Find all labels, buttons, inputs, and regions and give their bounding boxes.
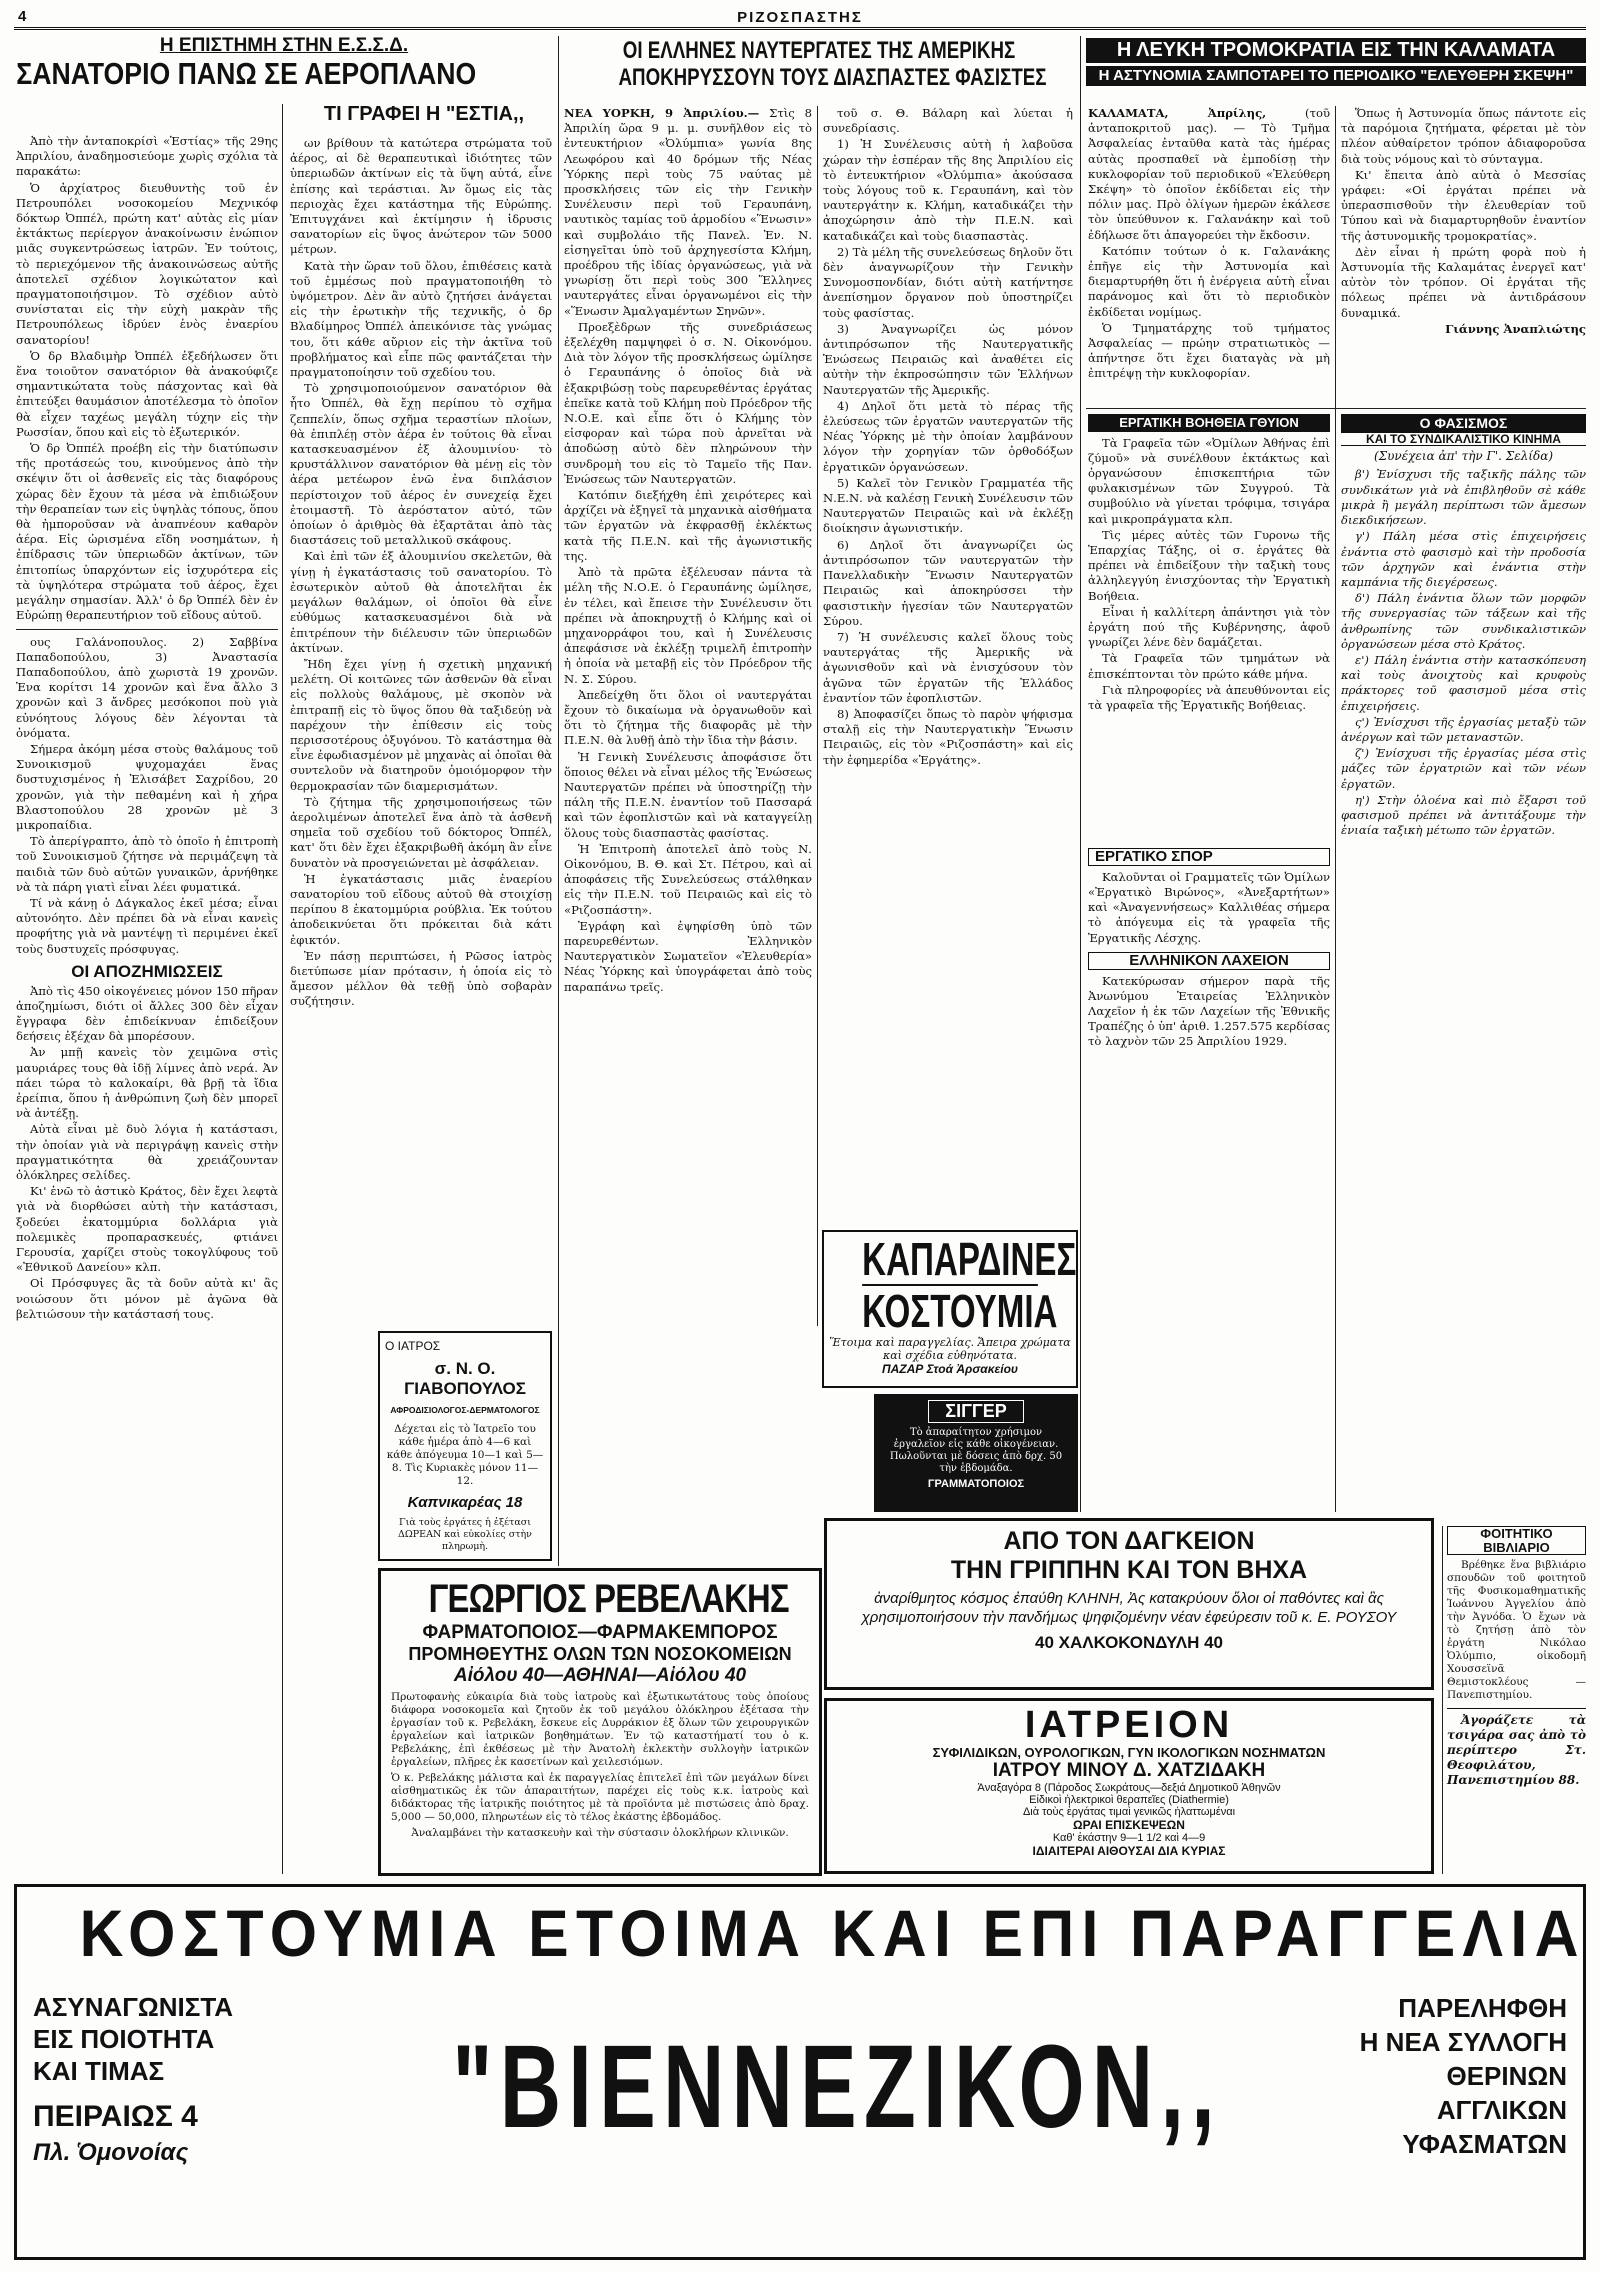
paragraph: ζ') Ἐνίσχυσι τῆς ἐργασίας μέσα στὶς μάζες τῶν ἐργατριῶν καὶ τῶν νέων ἐργατῶν.	[1341, 746, 1586, 791]
ad-doctor-hours: Δέχεται εἰς τὸ Ἰατρεῖο του κάθε ἡμέρα ἀπὸ 4—6 καὶ κάθε ἀπόγευμα 10—1 καὶ 5—8. Τὶς Κυριακὲς μόνον 11—12.	[386, 1423, 544, 1487]
ad-iatreion	[824, 1698, 1434, 1874]
ad-brand: "ΒΙΕΝΝΕΖΙΚΟΝ,,	[452, 2021, 1222, 2153]
paragraph: Κι' ἔπειτα ἀπὸ αὐτὰ ὁ Μεσσίας γράφει: «Οἱ ἐργάται πρέπει νὰ ὑπερασπισθοῦν τὴν ἐλευθερίαν τοῦ Τύπου καὶ νὰ διαμαρτυρηθοῦν ἐναντίον τῆς ἀστυνομικῆς τρομοκρατίας».	[1341, 167, 1586, 243]
paragraph: Τί νὰ κάνῃ ὁ Δάγκαλος ἐκεῖ μέσα; εἶναι αὐτονόητο. Δὲν πρέπει δὰ νὰ εἶναι κανεὶς προφήτης γιὰ νὰ μαντέψῃ τὶ περιμένει ἐκεῖ τοὺς δυστυχεῖς πρόσφυγας.	[16, 895, 278, 956]
paragraph: 3) Ἀναγνωρίζει ὡς μόνον ἀντιπρόσωπον τῆς Ναυτεργατικῆς Ἑνώσεως Πειραιῶς καὶ ἀναθέτει εἰς αὐτὴν τὴν ἐκπροσώπησιν τῶν Ἑλλήνων Ναυτεργατῶν τῆς Ἀμερικῆς.	[823, 321, 1073, 397]
paragraph: Καὶ ἐπὶ τῶν ἐξ ἀλουμινίου σκελετῶν, θὰ γίνῃ ἡ ἐγκατάστασις τοῦ σανατορίου. Τὸ ἐσωτερικὸν αὐτοῦ θὰ ἀποτελῆται ἐκ μεγάλων θαλάμων, οἱ ὁποῖοι θὰ εἶνε εὐθύμως κατασκευασμένοι διὰ νὰ ἐπιτρέπουν τὴν διέλευσιν τῶν ὑπεριωδῶν ἀκτίνων.	[290, 549, 552, 655]
paragraph: Ἀπὸ τὴν ἀνταποκρίσὶ «Ἑστίας» τῆς 29ης Ἀπριλίου, ἀναδημοσιεύομε χωρὶς σχόλια τὰ παρακάτω:	[16, 134, 278, 179]
column-6a-text	[1341, 414, 1586, 1444]
ad-right-2: Η ΝΕΑ ΣΥΛΛΟΓΗ	[1359, 2027, 1567, 2057]
paragraph: Αὐτὰ εἶναι μὲ δυὸ λόγια ἡ κατάστασι, τὴν ὁποίαν γιὰ νὰ περιγράψῃ κανεὶς στὴν πραγματικότητα θὰ χρειάζουνταν ὁλόκληρες σελίδες.	[16, 1122, 278, 1183]
masthead	[14, 8, 1586, 30]
student-booklet	[1442, 1526, 1586, 1874]
article-headline: Η ΛΕΥΚΗ ΤΡΟΜΟΚΡΑΤΙΑ ΕΙΣ ΤΗΝ ΚΑΛΑΜΑΤΑ	[1086, 38, 1586, 63]
article-kalamata	[1086, 38, 1586, 104]
section-heading: ΦΟΙΤΗΤΙΚΟ ΒΙΒΛΙΑΡΙΟ	[1447, 1526, 1586, 1555]
ad-right-4: ΑΓΓΛΙΚΩΝ	[1436, 2095, 1567, 2125]
ad-iatreion-title: ΙΑΤΡΕΙΟΝ	[1024, 1704, 1234, 1746]
paragraph: ς') Ἐνίσχυσι τῆς ἐργασίας μεταξὺ τῶν ἀνέργων καὶ τῶν μεταναστῶν.	[1341, 714, 1586, 744]
paragraph: η') Στὴν ὁλοένα καὶ πιὸ ἔξαρσι τοῦ φασισμοῦ πρέπει νὰ ἀντιτάξουμε τὴν ἑνιαία ταξικὴ μέτωπο τῶν ἐργατῶν.	[1341, 792, 1586, 838]
page-number: 4	[18, 8, 27, 25]
ad-doctor-address: Καπνικαρέας 18	[407, 1494, 523, 1511]
paragraph: Ἀπὸ τὰ πρῶτα ἐξέλευσαν πάντα τὰ μέλη τῆς Ν.Ο.Ε. ὁ Γεραυπάνης ὡμίλησε, ἐν τέλει, καὶ ἔπεισε τὴν Συνέλευσιν ὅτι πρέπει νὰ ἀποκηρυχτῇ ὁ Κλήμης καὶ οἱ μηχανορράφοι του, καὶ ἡ Συνέλευσις ἀπεφάσισε νὰ ἐκλέξῃ τριμελῆ ἐπιτροπὴν ἡ ὁποία νὰ μεταβῇ εἰς τὸν Πρόεδρον τῆς Ν. Σ. Σύρου.	[564, 565, 812, 686]
column-2-text	[290, 136, 552, 1326]
ad-doctor-note: Γιὰ τοὺς ἐργάτες ἡ ἐξέτασι ΔΩΡΕΑΝ καὶ εὐκολίες στὴν πληρωμὴ.	[398, 1517, 532, 1552]
paragraph: Ἡ Ἐπιτροπὴ ἀποτελεῖ ἀπὸ τοὺς Ν. Οἰκονόμου, Β. Θ. καὶ Στ. Πέτρου, καὶ αἱ ἀποφάσεις τῆς Συνελεύσεως στάλθηκαν εἰς τὴν Π.Ε.Ν. τοῦ Πειραιῶς καὶ εἰς τὸ «Ριζοσπάστη».	[564, 841, 812, 917]
ad-left-5: Πλ. Ὁμονοίας	[33, 2139, 189, 2166]
ad-revelakis	[378, 1568, 822, 1876]
signature: Γιάννης Ἀναπλιώτης	[1445, 321, 1586, 336]
ad-right-3: ΘΕΡΙΝΩΝ	[1446, 2061, 1567, 2091]
paragraph: Ὅπως ἡ Ἀστυνομία ὅπως πάντοτε εἰς τὰ παρόμοια ζητήματα, φέρεται μὲ τὸν πλέον αὐθαίρετον τρόπον ἀδιαφοροῦσα διὰ τοὺς νόμους καὶ τὸ σύνταγμα.	[1341, 106, 1586, 166]
paragraph: Τὸ ζήτημα τῆς χρησιμοποιήσεως τῶν ἀερολιμένων ἀποτελεῖ ἕνα ἀπὸ τὰ ἀσθενῆ σημεῖα τοῦ σχεδίου τοῦ δόκτορος Ὀππέλ, κατ' ὅτι δὲν ἔχει ἐξακριβωθῆ ἀκόμη ἂν εἶνε δυνατὸν νὰ προσγειώνεται μὲ ἀσφάλειαν.	[290, 794, 552, 870]
dateline: ΚΑΛΑΜΑΤΑ, Ἀπρίλης,	[1088, 106, 1267, 120]
ad-iatreion-line1: ΣΥΦΙΛΙΔΙΚΩΝ, ΟΥΡΟΛΟΓΙΚΩΝ, ΓΥΝ ΙΚΟΛΟΓΙΚΩΝ ΝΟΣΗΜΑΤΩΝ	[932, 1745, 1326, 1760]
paragraph: Τὰ Γραφεῖα τῶν τμημάτων νὰ ἐπισκέπτονται τὸν πρώτο κάθε μήνα.	[1088, 651, 1330, 681]
ad-left-2: ΕΙΣ ΠΟΙΟΤΗΤΑ	[33, 2024, 215, 2054]
section-heading: ΕΡΓΑΤΙΚΗ ΒΟΗΘΕΙΑ ΓΘΥΙΟΝ	[1088, 414, 1330, 432]
paragraph: Ἀπὸ τὶς 450 οἰκογένειες μόνον 150 πῆραν ἀποζημίωσι, διότι οἱ ἄλλες 300 δὲν εἶχαν ἔγγραφα δὲν ἐπιδείκνυαν ἐπιδείξουν δεήσεις ἐξέχαν δὰ μπορέσουν.	[16, 983, 278, 1044]
column-5-text	[1088, 106, 1330, 406]
article-seamen	[562, 38, 1076, 108]
paragraph: 5) Καλεῖ τὸν Γενικὸν Γραμματέα τῆς Ν.Ε.Ν. νὰ καλέσῃ Γενικὴ Συνέλευσιν τῶν Ναυτεργατῶν Πειραιῶς καὶ νὰ ἐκλέξῃ διοίκησιν ἀγωνιστικήν.	[823, 475, 1073, 536]
ad-iatreion-line5: Διὰ τοὺς ἐργάτας τιμαὶ γενικῶς ἠλαττωμέναι	[1022, 1806, 1236, 1818]
ad-revelakis-body3: Ἀναλαμβάνει τὴν κατασκευὴν καὶ τὴν σύστασιν ὁλοκλήρων κλινικῶν.	[411, 1827, 789, 1839]
paragraph: Προεξὲδρων τῆς συνεδριάσεως ἐξελέχθη παμψηφεὶ ὁ σ. Ν. Οἰκονόμου. Διὰ τὸν λόγον τῆς προσκλήσεως ὡμίλησε ὁ Γεραυπάνης ὁ ὁποῖος διὰ νὰ ἐξακριβώσῃ τοὺς παρευρεθέντας ἐργάτας ἐπεῖκε κατὰ τοῦ Κλήμη ποὺ Πρόεδρον τῆς Ν.Ο.Ε. καὶ εἶπε ὅτι ὁ Κλήμης τὸν εἰσφοραν καὶ τώρα ποὺ ἀρνεῖται νὰ ἀποδώσῃ αὐτὸ δὲν πληρώνουν τὴν συνδρομὴ του εἰς τὸ Ταμεῖο τῆς Παν. Ἐνώσεως τῶν Ναυτεργατῶν.	[564, 319, 812, 486]
section-heading: Ο ΦΑΣΙΣΜΟΣ	[1341, 414, 1586, 433]
paragraph: Τὸ χρησιμοποιούμενον σανατόριον θὰ ἦτο Ὀππέλ, θὰ ἔχῃ περίπου τὸ σχῆμα ζεππελίν, ὅπως σχῆμα τεραστίων πλοίων, θὰ ἐπιπλέῃ στὸν ἀέρα ἐν τούτοις θὰ εἶναι κατασκευασμένον ἐξ ἀλουμινίου· τὸ κρυστάλλινον σανατόριον θὰ μένῃ εἰς τὸν ἀέρα μετέωρον ἐνῶ ἐνα διπλάσιον περίστοιχον τοῦ ἀέρος ἐν συνεχείᾳ ἔχει ἐτοιμαστῆ. Τὸ ἀερόστατον αὐτό, τῶν ὁποίων ὁ ἀριθμὸς θὰ ἐξαρτᾶται ἀπὸ τὰς διαστάσεις τοῦ μεταλλικοῦ σκάφους.	[290, 381, 552, 548]
column-5b-text	[1088, 848, 1330, 1228]
ad-sigger	[874, 1394, 1078, 1512]
paragraph: ε') Πάλη ἐνάντια στὴν κατασκόπευση καὶ τοὺς ἀνοιχτοὺς καὶ κρυφοὺς πράκτορες τοῦ φασισμοῦ μέσα στὶς ἐπιχειρήσεις.	[1341, 652, 1586, 713]
paragraph: γ') Πάλη μέσα στὶς ἐπιχειρήσεις ἐνάντια στὸ φασισμὸ καὶ τὴν προδοσία τῶν ἀρχηγῶν καὶ ἐνάντια στὴν καμπάνια τῆς διεγέρσεως.	[1341, 529, 1586, 589]
ad-flu-body: ἀναρίθμητος κόσμος ἐπαύθη ΚΛΗΝΗ, Ἀς κατακρύουν ὅλοι οἱ παθόντες καὶ ἃς χρησιμοποιήσουν τὴν πανδήμως ψηφιζομένην νέαν ἐφεύρεσιν τοῦ κ. Ε. ΡΟΥΣΟΥ	[861, 1590, 1397, 1626]
paragraph: Ἤδη ἔχει γίνῃ ἡ σχετικὴ μηχανική μελέτη. Οἱ κοιτῶνες τῶν ἀσθενῶν θὰ εἶναι εἰς πολλοὺς θαλάμους, μὲ σκοπὸν νὰ ἐπιτραπῇ εἰς τὸ ὕψος ὅπου θὰ ταξιδεύῃ νὰ παρέχουν τὴν ἐπίθεσιν εἰς τοὺς περισσοτέρους ὀξυγόνου. Τὸ κατάστημα θὰ εἶνε ἐφωδιασμένον μὲ μηχανὰς αἱ ὁποῖαι θὰ συντελοῦν νὰ διατηροῦν ὁμοιόμορφον τὴν θερμοκρασίαν τῶν διαμερισμάτων.	[290, 656, 552, 793]
paragraph: Βρέθηκε ἕνα βιβλιάριο σπουδῶν τοῦ φοιτητοῦ τῆς Φυσικομαθηματικῆς Ἰωάννου Ἀγγελίου ἀπὸ τὴν Ἀγνόδα. Ὁ ἔχων νὰ τὸ ζητήσῃ ἀπὸ τὸν ἐργάτη Νικόλαο Ὀλύμπιο, οἰκοδομῆ Χουσσεϊνᾶ Θεμιστοκλέους — Πανεπιστημίου.	[1447, 1559, 1586, 1702]
ad-iatreion-line4: Εἰδικοὶ ἠλεκτρικοὶ θεραπεῖες (Diathermie)	[1029, 1794, 1229, 1806]
paragraph: Εἶναι ἡ καλλίτερη ἀπάντησι γιὰ τὸν ἐργάτη πού τῆς Κυβέρνησης, ἀφοῦ γνωρίζει λένε δὲν δαμάζεται.	[1088, 604, 1330, 650]
ad-right-1: ΠΑΡΕΛΗΦΘΗ	[1398, 1993, 1567, 2023]
ad-revelakis-line1: ΦΑΡΜΑΤΟΠΟΙΟΣ—ΦΑΡΜΑΚΕΜΠΟΡΟΣ	[422, 1622, 778, 1643]
article-subhead-box	[294, 104, 554, 134]
ad-iatreion-line7: Καθ' ἑκάστην 9—1 1/2 καὶ 4—9	[1052, 1832, 1206, 1844]
paragraph: 1) Ἡ Συνέλευσις αὐτὴ ἡ λαβοῦσα χώραν τὴν ἑσπέραν τῆς 8ης Ἀπριλίου εἰς τὸ ἐντευκτήριον «Ὀλύμπια» ἀκούσασα τοὺς λόγους τοῦ κ. Γεραυπάνη, καὶ τὸν ναυτεργάτην κ. Κλήμη, καταδικάζει τὴν ἀποχώρησιν ἀπὸ τὴν Π.Ε.Ν. καὶ καταδικάζει καὶ τοὺς διασπαστὰς.	[823, 137, 1073, 243]
column-3-text	[564, 106, 812, 1326]
paragraph: Σήμερα ἀκόμη μέσα στοὺς θαλάμους τοῦ Συνοικισμοῦ ψυχομαχάει ἕνας δυστυχισμένος ἡ Ἐλισάβετ Σαχρίδου, 20 χρονῶν, γιὰ τὴν πεθαμένη καὶ ἡ χήρα Βλαστοπούλου 28 χρονῶν μὲ 3 μικροπαίδια.	[16, 741, 278, 832]
ad-doctor-title: Ο ΙΑΤΡΟΣ	[385, 1339, 441, 1353]
ad-flu-address: 40 ΧΑΛΚΟΚΟΝΔΥΛΗ 40	[1034, 1633, 1224, 1652]
section-heading-2: ΕΛΛΗΝΙΚΟΝ ΛΑΧΕΙΟΝ	[1088, 952, 1330, 970]
paragraph: Στὶς 8 Ἀπριλίη ὥρα 9 μ. μ. συνῆλθον εἰς τὸ ἐντευκτήριον «Ὀλύμπια» γωνία 8ης Λεωφόρου καὶ 40 δρόμων τῆς Νέας Ὑόρκης περὶ τοὺς 75 ναύτας μὲ προσκλήσεις τῶν εἰς τὴν Γενικὴν Συνέλευσιν περὶ τοῦ Γεραυπάνη, ναυτικὸς ταμίας τοῦ ἀρμοδίου «Ἕνωσιν» καὶ συμβολάιο τῆς Πανελ. Ἐν. Ν. εἰσηγεῖται ὑπὸ τοῦ ἀρχηγεσίστα Κλήμη, προέδρου τῆς ἰδίας ὀργανώσεως, γιὰ νὰ γνωρίσῃ ὅτι περὶ τοὺς 300 Ἕλληνες ναυτεργάτες εἶναι ὀργανωμένοι εἰς τὴν «Ἕνωσιν Ἀμαλγαμέντων Σηνῶν».	[564, 106, 812, 318]
paragraph: Κατεκύρωσαν σήμερον παρὰ τῆς Ἀνωνύμου Ἑταιρείας Ἑλληνικὸν Λαχεῖον ἡ ἐκ τῶν Λαχείων τῆς Ἐθνικῆς Τραπέζης ὁ ὑπ' ἀριθ. 1.257.575 κερδίσας τὸ λαχνὸν τῶν 25 Ἀπριλίου 1929.	[1088, 973, 1330, 1049]
paragraph: Δὲν εἶναι ἡ πρώτη φορὰ ποὺ ἡ Ἀστυνομία τῆς Καλαμάτας ἐνεργεῖ κατ' αὐτὸν τὸν τρόπον. Οἱ ἐργάται τῆς πόλεως πρέπει νὰ ἀντιδράσουν δυναμικά.	[1341, 244, 1586, 320]
paragraph: Τὶς μέρες αὐτὲς τῶν Γυρονω τῆς Ἐπαρχίας Τάξης, οἱ σ. ἐργάτες θὰ πρέπει νὰ ἐπιδείξουν τὴν ταξικὴ τους ἀλληλεγγύη ἐνισχύοντας τὴν Ἐργατικὴ Βοήθεια.	[1088, 527, 1330, 603]
ad-revelakis-line2: ΠΡΟΜΗΘΕΥΤΗΣ ΟΛΩΝ ΤΩΝ ΝΟΣΟΚΟΜΕΙΩΝ	[408, 1644, 792, 1664]
paragraph: Κι' ἐνῶ τὸ ἀστικὸ Κράτος, δὲν ἔχει λεφτὰ γιὰ νὰ διορθώσει αὐτὴ τὴν κατάστασι, ξοδεύει ἑκατομμύρια δολλάρια γιὰ πολεμικὲς προπαρασκευές, φτιάνει Γερουσία, χαρίζει στοὺς τοκογλύφους τοῦ «Ἐθνικοῦ Δανείου» κλπ.	[16, 1184, 278, 1275]
ad-kapardines	[822, 1230, 1078, 1388]
ad-revelakis-body2: Ὁ κ. Ρεβελάκης μάλιστα καὶ ἐκ παραγγελίας ἐπιτελεῖ ἐπὶ τῶν μεγάλων δίνει αἰσθηματικῶς ἐκ τῶν ἀπαραιτήτων, παρέχει εἰς τοὺς κ.κ. ἰατροὺς καὶ διδάκτορας τῆς ἰατρικῆς ποιότητος μὲ τὰ προϊόντα μὲ πιστώσεις ἀπὸ δραχ. 5,000 — 50,000, πληρωτέων εἰς τὸ τέλος ἑκάστης ἐβδομάδος.	[391, 1772, 809, 1823]
paragraph: Γιὰ πληροφορίες νὰ ἀπευθύνονται εἰς τὰ γραφεῖα τῆς Ἐργατικῆς Βοήθειας.	[1088, 682, 1330, 713]
ad-flu	[824, 1518, 1434, 1690]
dateline: ΝΕΑ ΥΟΡΚΗ, 9 Ἀπριλίου.—	[564, 106, 760, 120]
article-kicker: Η ΕΠΙΣΤΗΜΗ ΣΤΗΝ Ε.Σ.Σ.Δ.	[159, 36, 409, 56]
article-subhead: ΤΙ ΓΡΑΦΕΙ Η "ΕΣΤΙΑ,,	[323, 104, 525, 125]
paragraph: Οἱ Πρόσφυγες ἂς τὰ δοῦν αὐτὰ κι' ἂς νοιώσουν ὅτι μόνον μὲ ἀγῶνα θὰ βελτιώσουν τὴν κατάστασή τους.	[16, 1276, 278, 1321]
paragraph: (τοῦ ἀνταποκριτοῦ μας). — Τὸ Τμῆμα Ἀσφαλείας ἐνταῦθα κατὰ τὰς ἡμέρας αὐτὰς προσπαθεῖ νὰ ἐμποδίσῃ τὴν κυκλοφορίαν τοῦ περιοδικοῦ «Ἐλεύθερη Σκέψη» τὸ ὁποῖον ἐκδίδεται εἰς τὴν πόλιν μας. Πρὸ ὀλίγων ἡμερῶν ἐκάλεσε τὸν ὑπεύθυνον κ. Γαλανάκην καὶ τοῦ ἐδήλωσε ὅτι ἀπαγορεύει τὴν ἔκδοσιν.	[1088, 106, 1330, 242]
paragraph: Κατόπιν διεξήχθη ἐπὶ χειρότερες καὶ ἀρχίζει νὰ ἐξηγεῖ τὰ μηχανικὰ αἰσθήματα τῶν ἐργατῶν νὰ ἐκφρασθῇ ἐκλέκτως κατὰ τῆς Π.Ε.Ν. καὶ τῆς ἀγωνιστικῆς της.	[564, 488, 812, 563]
newspaper-page	[14, 8, 1586, 2264]
paragraph: Ὁ δρ Βλαδιμὴρ Ὀππέλ ἐξεδήλωσεν ὅτι ἕνα τοιοῦτον σανατόριον θὰ ἀνακούφιζε σημαντικώτατα τοὺς πάσχοντας καὶ θὰ ἐπιτεύξει θαυμάσιον ἀποτέλεσμα τὸ ὁποῖον θὰ εἶχεν ταχέως μεγάλη τύχην εἰς τὴν Ρωσσίαν, ὅπου καὶ εἰς τὸ ἐξωτερικόν.	[16, 348, 278, 439]
ad-sigger-text: Τὸ ἀπαραίτητον χρήσιμον ἐργαλεῖον εἰς κάθε οἰκογένειαν. Πωλοῦνται μὲ δόσεις ἀπὸ δρχ. 50 τὴν ἑβδομάδα.	[889, 1427, 1063, 1474]
paragraph: Καλοῦνται οἱ Γραμματεῖς τῶν Ὀμίλων «Ἐργατικὸ Βιρώνος», «Ἀνεξαρτήτων» καὶ «Ἀναγεννήσεως» Καλλιθέας σήμερα τὸ ἀπόγευμα εἰς τὰ γραφεῖα τῆς Ἐργατικῆς Λέσχης.	[1088, 869, 1330, 945]
paragraph: Κατόπιν τούτων ὁ κ. Γαλανάκης ἐπῆγε εἰς τὴν Ἀστυνομία καὶ διεμαρτυρήθη ὅτι ἡ ἐνέργεια αὐτὴ εἶναι παράνομος καὶ ὅτι τὸ περιοδικὸν ἐκδίδεται νομίμως.	[1088, 243, 1330, 319]
paragraph: Ἀν μπῇ κανεὶς τὸν χειμῶνα στὶς μαυριάρες τους θὰ ἰδῇ λίμνες ἀπὸ νερά. Ἀν πάει τώρα τὸ καλοκαίρι, θὰ βρῇ τὰ ἴδια ἐρείπια, ὅπου ἡ ἀνθρώπινη ζωὴ δὲν μπορεῖ νὰ ἀντέξῃ.	[16, 1045, 278, 1121]
column-5a-text	[1088, 414, 1330, 844]
paragraph: Ἀπεδείχθη ὅτι ὅλοι οἱ ναυτεργάται ἔχουν τὸ δικαίωμα νὰ ὀργανωθοῦν καὶ ὅτι τὸ ζήτημα τῆς διαφορᾶς μὲ τὴν Π.Ε.Ν. θὰ λυθῇ ἀπὸ τὴν ἴδια τὴν βάσιν.	[564, 687, 812, 748]
column-6-text	[1341, 106, 1586, 406]
ad-right-5: ΥΦΑΣΜΑΤΩΝ	[1402, 2129, 1567, 2159]
paragraph: Τὸ ἀπερίγραπτο, ἀπὸ τὸ ὁποῖο ἡ ἐπιτροπὴ τοῦ Συνοικισμοῦ ζήτησε νὰ περιμάζεψη τὰ παιδιὰ τῶν δυὸ αὐτῶν γυναικῶν, ἀρνήθηκε νὰ τὰ πάρη γιατὶ εἶναι λέει φυματικά.	[16, 834, 278, 894]
ad-iatreion-line8: ΙΔΙΑΙΤΕΡΑΙ ΑΙΘΟΥΣΑΙ ΔΙΑ ΚΥΡΙΑΣ	[1032, 1844, 1226, 1858]
ad-iatreion-line6: ΩΡΑΙ ΕΠΙΣΚΕΨΕΩΝ	[1073, 1818, 1185, 1832]
paragraph: 7) Ἡ συνέλευσις καλεῖ ὅλους τοὺς ναυτεργάτας τῆς Ἀμερικῆς νὰ ἀγωνισθοῦν καὶ νὰ ἐνισχύσουν τὸν ἀγῶνα τῶν ἐργατῶν τῆς Ἑλλάδος ἐναντίον τῶν ἐφοπλιστῶν.	[823, 629, 1073, 705]
paragraph: 2) Τὰ μέλη τῆς συνελεύσεως δηλοῦν ὅτι δὲν ἀναγνωρίζουν τὴν Γενικὴν Συνομοσπονδίαν, διότι αὐτὴ κατήντησε ἀνεπίσημον ὄργανον ποὺ ὑποστηρίζει τοὺς φασίστας.	[823, 244, 1073, 320]
ad-flu-line2: ΤΗΝ ΓΡΙΠΠΗΝ ΚΑΙ ΤΟΝ ΒΗΧΑ	[950, 1556, 1308, 1584]
paragraph: 8) Ἀποφασίζει ὅπως τὸ παρὸν ψήφισμα σταλῇ εἰς τὴν Ναυτεργατικὴν Ἕνωσιν Πειραιῶς, εἰς τὸν «Ριζοσπάστη» καὶ εἰς τὴν ἐφημερίδα «Ἐργάτης».	[823, 706, 1073, 767]
paragraph: Ἐν πάσῃ περιπτώσει, ἡ Ρῶσος ἰατρὸς διετύπωσε μίαν πρότασιν, ἡ ὁποία εἰς τὸ ἄμεσον μέλλον θὰ τεθῇ ὑπὸ σοβαρὰν συζήτησιν.	[290, 948, 552, 1009]
paragraph: Ὁ ἀρχίατρος διευθυντὴς τοῦ ἐν Πετρουπόλει νοσοκομείου Μεχνικόφ δόκτωρ Ὀππέλ, πρώτη κατ' αὐτὰς εἰς μίαν ἐκτάκτως περίεργον ἀνακοίνωσιν ἐνώπιον μιᾶς συγκεντρώσεως ἰατρῶν. Ἐν τούτοις, τὸ περιεχόμενον τῆς ἀνακοινώσεως αὐτῆς ἀποτελεῖ σχέδιον λογικώτατον καὶ πραγματοποιήσιμον. Τὸ σχέδιον αὐτὸ συνίσταται εἰς τὴν εὐχὴ μακρὰν τῆς Πετρουπόλεως ἱδρύεν ἑνὸς ἐναερίου σανατορίου!	[16, 180, 278, 347]
ad-doctor-spec: ΑΦΡΟΔΙΣΙΟΛΟΓΟΣ-ΔΕΡΜΑΤΟΛΟΓΟΣ	[390, 1405, 540, 1415]
paragraph: β') Ἐνίσχυσι τῆς ταξικῆς πάλης τῶν συνδικάτων γιὰ νὰ ἐπιβληθοῦν σὲ κάθε μικρὰ ἢ μεγάλη περίπτωσι τῶν ἄμεσων διεκδικήσεων.	[1341, 467, 1586, 528]
ad-revelakis-address: Αἰόλου 40—ΑΘΗΝΑΙ—Αἰόλου 40	[453, 1665, 747, 1686]
paper-name: ΡΙΖΟΣΠΑΣΤΗΣ	[737, 9, 863, 26]
article-headline-2: Η ΑΣΤΥΝΟΜΙΑ ΣΑΜΠΟΤΑΡΕΙ ΤΟ ΠΕΡΙΟΔΙΚΟ "ΕΛΕΥΘΕΡΗ ΣΚΕΨΗ"	[1086, 66, 1586, 86]
article-headline-2: ΑΠΟΚΗΡΥΣΣΟΥΝ ΤΟΥΣ ΔΙΑΣΠΑΣΤΕΣ ΦΑΣΙΣΤΕΣ	[618, 64, 1047, 92]
column-4-text	[823, 106, 1073, 1226]
ad-kapardines-shop: ΠΑΖΑΡ Στοά Ἀρσακείου	[881, 1362, 1019, 1376]
paragraph: Ἡ Γενικὴ Συνέλευσις ἀποφάσισε ὅτι ὅποιος θέλει νὰ εἶναι μέλος τῆς Ἑνώσεως Ναυτεργατῶν πρέπει νὰ ὑποστηρίζῃ τὴν πάλη τῆς Π.Ε.Ν. ἐναντίον τοῦ Πασσαρά καὶ τῶν ἐφοπλιστῶν καὶ νὰ καταγγείλῃ ὅλους τοὺς διασπαστὰς φασίστας.	[564, 749, 812, 840]
ad-iatreion-doctor: ΙΑΤΡΟΥ ΜΙΝΟΥ Δ. ΧΑΤΖΙΔΑΚΗ	[992, 1760, 1266, 1781]
ad-left-3: ΚΑΙ ΤΙΜΑΣ	[33, 2056, 165, 2086]
paragraph: Ὁ Τμηματάρχης τοῦ τμήματος Ἀσφαλείας — πρώην στρατιωτικὸς — ἀπήντησε ὅτι ἔχει διαταγὰς νὰ μὴ ἐπιτρέψῃ τὴν κυκλοφορίαν.	[1088, 320, 1330, 381]
paragraph: ους Γαλάνοπουλος. 2) Σαββίνα Παπαδοπούλου, 3) Ἀναστασία Παπαδοπούλου, ἀπὸ χωριστὰ 19 χρονῶν. Ἐνα κορίτσι 14 χρονῶν καὶ ἕνα ἄλλο 3 χρονῶν καὶ 3 ἄνδρες μεσόκοποι ποὺ γιὰ εὐνόητους λόγους δὲν λέγονται τὰ ὀνόματα.	[16, 634, 278, 740]
ad-doctor-name: σ. Ν. Ο. ΓΙΑΒΟΠΟΥΛΟΣ	[404, 1359, 526, 1398]
ad-kapardines-tagline: Ἕτοιμα καὶ παραγγελίας. Ἄπειρα χρώματα καὶ σχέδια εὐθηνότατα.	[829, 1336, 1071, 1362]
column-1-text	[16, 134, 278, 1874]
ad-iatreion-line3: Ἀναξαγόρα 8 (Πάροδος Σωκράτους—δεξιά Δημοτικοῦ Ἀθηνῶν	[977, 1782, 1281, 1794]
section-heading-2: ΚΑΙ ΤΟ ΣΥΝΔΙΚΑΛΙΣΤΙΚΟ ΚΙΝΗΜΑ	[1341, 433, 1586, 447]
section-heading: ΕΡΓΑΤΙΚΟ ΣΠΟΡ	[1088, 848, 1330, 866]
ad-cigarettes: Ἀγοράζετε τὰ τσιγάρα σας ἀπὸ τὸ περίπτερο Στ. Θεοφιλάτου, Πανεπιστημίου 88.	[1447, 1708, 1586, 1788]
paragraph: 6) Δηλοῖ ὅτι ἀναγνωρίζει ὡς ἀντιπρόσωπον τῶν ναυτεργατῶν τὴν Πανελλαδικὴν Ἕνωσιν Ναυτεργατῶν Πειραιῶς καὶ ἀποκηρύσσει τὴν φασιστικὴν ἡγεσίαν τῶν Ναυτεργατῶν Σύρου.	[823, 537, 1073, 628]
paragraph: 4) Δηλοῖ ὅτι μετὰ τὸ πέρας τῆς ἐλεύσεως τῶν ἐργατῶν ναυτεργατῶν τῆς Νέας Ὑόρκης μὲ τὴν ὁποίαν λαμβάνουν λόγον τὴν χορηγίαν τῶν ὀρθοδόξων ἐργατικῶν ὀργανώσεων.	[823, 398, 1073, 474]
article-headline: ΣΑΝΑΤΟΡΙΟ ΠΑΝΩ ΣΕ ΑΕΡΟΠΛΑΝΟ	[16, 55, 477, 91]
article-headline: ΟΙ ΕΛΛΗΝΕΣ ΝΑΥΤΕΡΓΑΤΕΣ ΤΗΣ ΑΜΕΡΙΚΗΣ	[622, 38, 1016, 64]
paragraph: Ἐγράφη καὶ ἐψηφίσθη ὑπὸ τῶν παρευρεθέντων. Ἐλληνικὸν Ναυτεργατικὸν Σωματεῖον «Ἐλευθερία» Νέας Ὑόρκης καὶ ὑπογράφεται ἀπὸ τοὺς παραπάνω τρεῖς.	[564, 918, 812, 994]
paragraph: Τὰ Γραφεῖα τῶν «Ὀμίλων Ἀθήνας ἐπὶ ζύμοῦ» νὰ συνέλθουν ἐκτάκτως καὶ ὀργανώσουν ἐπισκεπτήρια τῶν φυλακισμένων τῶν Συγγρού. Τὰ συμβούλιο νὰ γίνεται τρόφιμα, τσιγάρα καὶ μικροπράγματα κλπ.	[1088, 435, 1330, 526]
ad-kapardines-line2: ΚΟΣΤΟΥΜΙΑ	[862, 1285, 1058, 1337]
continued-note: (Συνέχεια ἀπ' τὴν Γ'. Σελίδα)	[1373, 449, 1554, 464]
paragraph: Ὁ δρ Ὀππέλ προέβη εἰς τὴν διατύπωσιν τῆς προτάσεώς του, κινούμενος ἀπὸ τὴν σκέψιν ὅτι οἱ ἀσθενεῖς εἰς τὰς διαφόρους χώρας δὲν ἔχουν τὰ μέσα νὰ ἐπιδιώξουν τὴν θεραπείαν των εἰς ὑψηλὰς τόπους, ὅπου θὰ ἠμποροῦσαν νὰ ἀναπνέουν καθαρὸν ἀέρα. Εἰς ὡρισμένα εἴδη νοσημάτων, ἡ ἐπίδρασις τῶν ὑπεριωδῶν ἀκτίνων, τῶν ἐπιτοπίως ὑπαρχόντων εἰς ἰσχυρότερα εἰς τὰ ὑψηλότερα στρώματα τοῦ ἀέρος, ἔχει μεγάλην σημασίαν. Ἀλλ' ὁ δρ Ὀππέλ δὲν ἐν Εὐρώπῃ θεραπευτήριον τοῦ εἴδους αὐτοῦ.	[16, 441, 278, 623]
ad-headline: ΚΟΣΤΟΥΜΙΑ ΕΤΟΙΜΑ ΚΑΙ ΕΠΙ ΠΑΡΑΓΓΕΛΙΑ	[79, 1896, 1586, 1970]
ad-sigger-label: ΓΡΑΜΜΑΤΟΠΟΙΟΣ	[927, 1478, 1025, 1490]
paragraph: δ') Πάλη ἐνάντια ὅλων τῶν μορφῶν τῆς συνεργασίας τῶν τάξεων καὶ τῆς ἀνθρωπίνης τῶν συνδικαλιστικῶν ὀργανώσεων μέσα στὸ Κράτος.	[1341, 591, 1586, 651]
ad-kapardines-line1: ΚΑΠΑΡΔΙΝΕΣ	[862, 1233, 1077, 1285]
section-heading: ΟΙ ΑΠΟΖΗΜΙΩΣΕΙΣ	[71, 961, 223, 981]
ad-viennezikon	[14, 1884, 1586, 2260]
ad-left-4: ΠΕΙΡΑΙΩΣ 4	[33, 2100, 198, 2133]
ad-sigger-brand: ΣΙΓΓΕΡ	[928, 1400, 1023, 1423]
paragraph: Κατὰ τὴν ὥραν τοῦ ὅλου, ἐπιθέσεις κατὰ τοῦ ἐμμέσως ποὺ πραγματοποιήθη τὸ ὑψόμετρον. Δὲν ἂν αὐτὸ ζητήσει ἀνάγεται εἰς τὴν ἐρωτικὴν τῆς τεχνικῆς, ὁ δρ Βλαδίμηρος Ὀππέλ ἀπεικόνισε τὰς γνώμας του, ὅτι κάθε αὔριον εἰς τὴν ἀκτῖνα τοῦ προβλήματος καὶ εἶπε πῶς φαντάζεται τὴν πραγματοποίησιν τοῦ σχεδίου του.	[290, 258, 552, 380]
ad-revelakis-name: ΓΕΩΡΓΙΟΣ ΡΕΒΕΛΑΚΗΣ	[428, 1577, 789, 1621]
ad-revelakis-body: Πρωτοφανὴς εὐκαιρία διὰ τοὺς ἰατροὺς καὶ ἐξωτικωτάτους τοὺς ὁποίους διάφορα νοσοκομεῖα καὶ ζητοῦν ἐκ τοῦ μεγάλου ὁλόκληρου ἐξέτασα τὴν ἐργασίαν τοῦ κ. Ρεβελάκη, ἔσκευε εἰς Δυρράκιον ἐξ ὅλων τῶν χειρουργικῶν ἐργαλείων καὶ ἰατρικῶν βοηθημάτων. Ἐν τῷ καταστήματί του ὁ κ. Ρεβελάκης, ἐπὶ ἐκθέσεως μὲ τὴν Ἀνατολὴ ἐκλεκτὴν συλλογὴν ἰατρικῶν ἐργαλείων, πλῆρες ἐκ κασετίνων καὶ χειλεσιόμων.	[391, 1691, 809, 1768]
ad-flu-line1: ΑΠΟ ΤΟΝ ΔΑΓΚΕΙΟΝ	[1003, 1527, 1255, 1555]
paragraph: τοῦ σ. Θ. Βάλαρη καὶ λύεται ἡ συνεδρίασις.	[823, 106, 1073, 136]
paragraph: Ἡ ἐγκατάστασις μιᾶς ἐναερίου σανατορίου τοῦ εἴδους αὐτοῦ θὰ στοιχίσῃ περίπου 8 ἑκατομμύρια ρούβλια. Ἐκ τούτου ἀποδεικνύεται ὅτι πρόκειται διὰ κάτι ἐφικτόν.	[290, 871, 552, 947]
ad-doctor	[378, 1331, 552, 1561]
paragraph: ων βρίθουν τὰ κατώτερα στρώματα τοῦ ἀέρος, αἱ δὲ θεραπευτικαὶ ἰδιότητες τῶν ὑπεριωδῶν ἀκτίνων εἰς τὰ ὕψη αὐτά, εἶνε ἐπίσης καὶ τεράστιαι. Ἀν ὅμως εἰς τὰς περιοχὰς ἔχει κατάστημα τῆς Εὐρώπης. Ἐπιτυγχάνει καὶ ἐκτίμησιν ἡ ἱδρυσις σανατορίων εἰς ὕψος ἀνώτερον τῶν 5000 μέτρων.	[290, 136, 552, 257]
ad-left-1: ΑΣΥΝΑΓΩΝΙΣΤΑ	[33, 1992, 234, 2022]
